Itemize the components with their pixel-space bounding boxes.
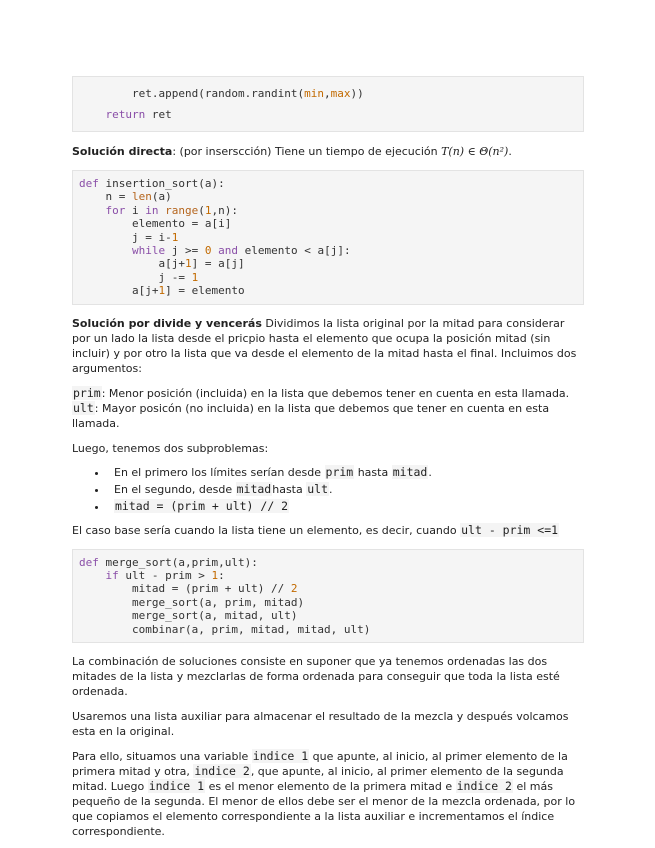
list-text: hasta [354,465,392,479]
inline-code: ult - prim <=1 [461,522,559,537]
bullet-list [72,465,584,514]
inline-code: indice 2 [194,764,250,779]
paragraph-text: El caso base sería cuando la lista tiene un elemento, es decir, cuando [72,523,461,537]
list-text: En el primero los límites serían desde [114,465,325,479]
inline-code: ult [73,400,94,415]
paragraph-combinacion: La combinación de soluciones consiste en suponer que ya tenemos ordenadas las dos mitades de la lista y mezclarlas de forma ordenada para conseguir que toda la lista esté ordenada. [72,655,560,699]
paragraph-divide-venceras [72,316,584,376]
paragraph-solucion-directa [72,144,584,159]
code-token: max [330,87,351,100]
paragraph-text: . [508,145,512,158]
code-block-merge-sort [72,549,584,643]
inline-code: ult [307,481,329,496]
inline-code: indice 2 [456,779,512,794]
inline-code: indice 1 [148,779,205,794]
list-item [108,465,584,480]
bold-heading: Solución por divide y vencerás [72,316,262,330]
paragraph-subproblemas: Luego, tenemos dos subproblemas: [72,441,269,455]
code-line: def insertion_sort(a): [79,177,225,190]
paragraph-text: es el menor elemento de la primera mitad e [205,780,456,794]
code-text: ret.append(random.randint( [79,87,305,100]
paragraph-indices [72,749,584,839]
inline-code: prim [325,464,354,479]
code-line: def merge_sort(a,prim,ult): [79,555,258,569]
inline-code: mitad [392,464,428,479]
code-line: while j >= 0 and elemento < a[j]: [131,244,351,258]
paragraph-text: , que apunte, al inicio, al primer elemento de la segunda mitad. Luego [72,765,564,794]
code-line: merge_sort(a, mitad, ult) [79,609,298,623]
code-line: if ult - prim > 1: [105,569,225,583]
inline-code: indice 1 [252,749,309,764]
paragraph-text: Dividimos la lista original por la mitad para considerar por un lado la lista desde el pricpio hasta el elemento que ocupa la posición mitad (sin incluir) y por otro la lista que va desde el elemento de la mitad hasta el final. Incluimos dos argumentos: [72,316,577,375]
math-formula: T(n) ∈ Θ(n²) [441,145,509,158]
code-text: ret [145,108,172,121]
paragraph-caso-base [72,523,584,538]
paragraph-text: el más pequeño de la segunda. El menor de ellos debe ser el menor de la mezcla ordenada, por lo que copiamos el elemento correspondiente a la lista auxiliar e incrementamos el índice correspondiente. [72,780,576,839]
code-line: j = i-1 [79,230,179,244]
bold-heading: Solución directa [72,145,173,158]
code-keyword: return [105,108,146,121]
inline-code: mitad = (prim + ult) // 2 [115,498,289,513]
list-item [108,482,584,497]
code-line: for i in range(1,n): [105,203,238,217]
code-block-random-list [72,76,584,132]
code-token: )) [350,87,364,100]
list-text: En el segundo, desde [114,482,236,496]
paragraph-text: que apunte, al inicio, al primer elemento de la primera mitad y otra, [72,750,568,779]
list-item [108,499,584,514]
code-token: min [304,87,325,100]
code-line: elemento = a[i] [79,217,232,231]
code-line: combinar(a, prim, mitad, mitad, ult) [79,622,371,636]
code-line: a[j+1] = a[j] [79,257,245,271]
paragraph-text: : (por inserscción) Tiene un tiempo de ejecución [172,145,442,158]
inline-code: mitad [236,481,272,496]
code-line: mitad = (prim + ult) // 2 [79,582,298,596]
inline-code: prim [73,385,101,400]
code-token: , [324,87,331,100]
code-line: n = len(a) [79,190,172,204]
paragraph-argumentos [72,386,584,431]
code-line [79,108,172,121]
list-text: . [428,465,432,479]
paragraph-text: Para ello, situamos una variable [72,750,252,764]
code-line: a[j+1] = elemento [79,284,245,298]
paragraph-lista-auxiliar: Usaremos una lista auxiliar para almacenar el resultado de la mezcla y después volcamos esta en la original. [72,710,569,739]
paragraph-text: : Menor posición (incluida) en la lista que debemos tener en cuenta en esta llamada. [101,386,570,400]
list-text: hasta [272,482,307,496]
paragraph-text: : Mayor posicón (no incluida) en la lista que debemos que tener en cuenta en esta llamada. [72,401,550,430]
code-line [79,87,364,100]
code-line: merge_sort(a, prim, mitad) [79,595,305,609]
code-line: j -= 1 [79,270,199,284]
document-page [72,76,584,839]
list-text: . [329,482,333,496]
code-block-insertion-sort [72,170,584,305]
